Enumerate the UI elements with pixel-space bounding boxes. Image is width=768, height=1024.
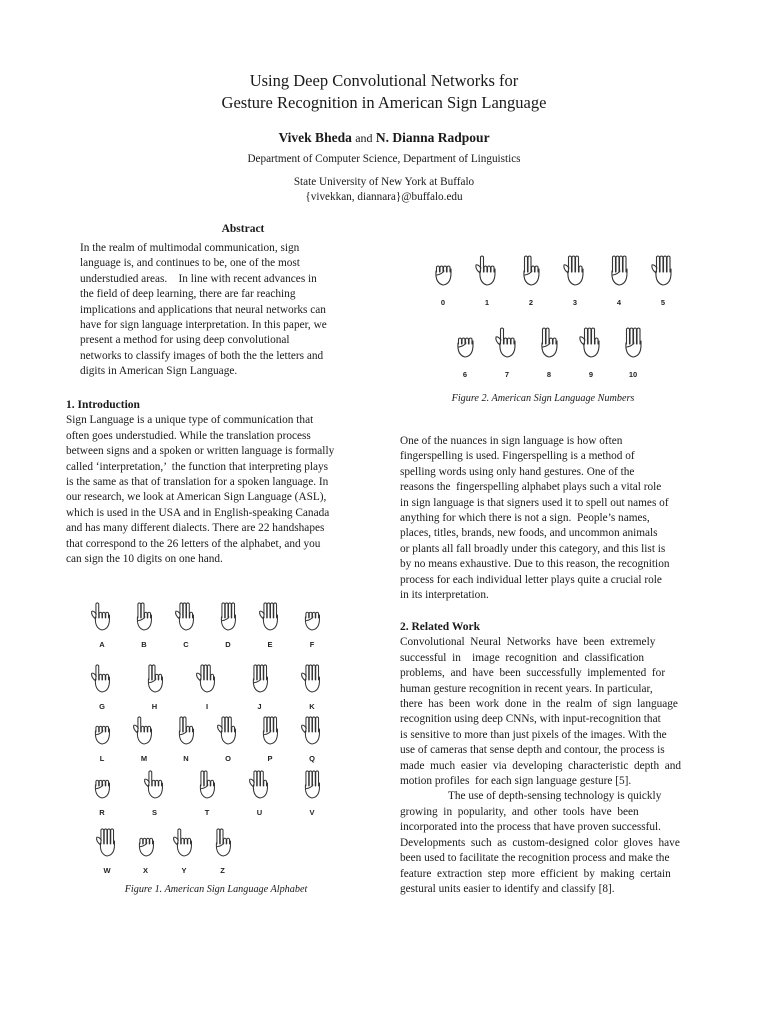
hand-sign-icon: [132, 826, 160, 863]
hand-sign-icon: [130, 600, 158, 637]
hand-sign-icon: [214, 714, 242, 751]
hand-number-icon: [648, 248, 678, 297]
related-work-line: human gesture recognition in recent years. In particular,: [400, 682, 653, 695]
related-work-line: feature extraction step more efficient by making certain: [400, 867, 671, 880]
letter-label: I: [205, 702, 209, 711]
title-line-1: Using Deep Convolutional Networks for: [249, 71, 519, 90]
authors: [0, 130, 768, 146]
hand-sign-icon: [193, 662, 221, 699]
introduction-line: called ‘interpretation,’ the function that interpreting plays: [66, 460, 329, 473]
abstract-line: implications and applications that neural networks can: [80, 303, 326, 316]
letter-label: T: [204, 808, 210, 817]
related-work-line: The use of depth-sensing technology is quickly: [448, 790, 662, 803]
related-work-line: Developments such as custom-designed color gloves have: [400, 836, 680, 849]
letter-label: A: [99, 640, 105, 649]
related-work-line: recognition using deep CNNs, with input-recognition that: [400, 713, 661, 726]
fingerspelling-line: spelling words using only hand gestures. One of the: [400, 465, 635, 478]
hand-sign-icon: [170, 826, 198, 863]
introduction-line: and has many different dialects. There are 22 handshapes: [66, 522, 325, 535]
introduction-line: can sign the 10 digits on one hand.: [66, 553, 223, 566]
digit-label: 2: [528, 298, 534, 307]
letter-label: M: [140, 754, 148, 763]
fingerspelling-line: process for each individual letter plays quite a crucial role: [400, 573, 662, 586]
related-work-line: made much easier via developing characteristic depth and: [400, 759, 682, 772]
fingerspelling-line: by no means exhaustive. Due to this reason, the recognition: [400, 558, 670, 571]
letter-label: F: [309, 640, 315, 649]
digit-label: 10: [628, 370, 638, 379]
digit-label: 3: [572, 298, 578, 307]
digit-label: 5: [660, 298, 666, 307]
hand-number-icon: [428, 248, 458, 297]
hand-sign-icon: [141, 768, 169, 805]
hand-sign-icon: [209, 826, 237, 863]
figure-asl-numbers: [420, 248, 670, 388]
letter-label: R: [99, 808, 105, 817]
figure-asl-alphabet: [88, 600, 328, 880]
hand-number-icon: [560, 248, 590, 297]
hand-sign-icon: [246, 768, 274, 805]
hand-sign-icon: [172, 600, 200, 637]
introduction-line: our research, we look at American Sign Language (ASL),: [66, 491, 327, 504]
introduction-line: that correspond to the 26 letters of the alphabet, and you: [66, 537, 321, 550]
affiliation-department: Department of Computer Science, Department of Linguistics: [247, 153, 521, 165]
hand-number-icon: [576, 320, 606, 369]
letter-label: N: [183, 754, 189, 763]
hand-number-icon: [450, 320, 480, 369]
hand-sign-icon: [193, 768, 221, 805]
letter-label: J: [257, 702, 262, 711]
introduction-line: which is used in the USA and in English-speaking Canada: [66, 506, 330, 519]
related-work-line: gestural units easier to identify and classify [8].: [400, 882, 615, 895]
affiliation-university: State University of New York at Buffalo: [293, 176, 475, 188]
digit-label: 0: [440, 298, 446, 307]
introduction-body: [66, 413, 366, 567]
author-conjunction: and: [355, 131, 373, 145]
abstract-line: the field of deep learning, there are far reaching: [80, 288, 296, 301]
related-work-line: growing in popularity, and other tools have been: [400, 805, 639, 818]
letter-label: U: [256, 808, 263, 817]
introduction-section: [66, 398, 366, 567]
abstract-body: [80, 241, 355, 380]
letter-label: L: [99, 754, 105, 763]
fingerspelling-line: fingerspelling is used. Fingerspelling is a method of: [400, 450, 635, 463]
hand-sign-icon: [93, 826, 121, 863]
fingerspelling-paragraph: [400, 434, 705, 603]
hand-number-icon: [618, 320, 648, 369]
hand-sign-icon: [298, 714, 326, 751]
related-work-line: incorporated into the process that have proven successful.: [400, 821, 661, 834]
hand-sign-icon: [88, 714, 116, 751]
related-work-line: successful in image recognition and classification: [400, 651, 645, 664]
letter-label: Y: [181, 866, 187, 875]
digit-label: 1: [484, 298, 490, 307]
hand-sign-icon: [88, 768, 116, 805]
related-work-body-2: [400, 789, 705, 897]
fingerspelling-line: in sign language is that signers used it to spell out names of: [400, 496, 669, 509]
hand-number-icon: [472, 248, 502, 297]
digit-label: 9: [588, 370, 594, 379]
letter-label: B: [141, 640, 147, 649]
hand-sign-icon: [172, 714, 200, 751]
letter-label: V: [309, 808, 315, 817]
hand-sign-icon: [298, 662, 326, 699]
hand-sign-icon: [298, 600, 326, 637]
paper-title: [0, 70, 768, 114]
hand-sign-icon: [214, 600, 242, 637]
hand-sign-icon: [298, 768, 326, 805]
letter-label: Q: [309, 754, 315, 763]
related-work-body: [400, 635, 705, 789]
author-1: Vivek Bheda: [278, 130, 352, 145]
related-work-heading: 2. Related Work: [400, 621, 480, 633]
abstract-line: have for sign language interpretation. In this paper, we: [80, 319, 327, 332]
related-work-line: problems, and have been successfully implemented for: [400, 667, 666, 680]
letter-label: G: [99, 702, 105, 711]
hand-sign-icon: [88, 600, 116, 637]
abstract-line: language is, and continues to be, one of the most: [80, 257, 300, 270]
hand-sign-icon: [88, 662, 116, 699]
letter-label: K: [309, 702, 315, 711]
letter-label: D: [225, 640, 231, 649]
introduction-line: Sign Language is a unique type of communication that: [66, 414, 314, 427]
related-work-line: been used to facilitate the recognition process and make the: [400, 852, 670, 865]
fingerspelling-line: reasons the fingerspelling alphabet plays such a vital role: [400, 481, 662, 494]
related-work-line: is sensitive to more than just pixels of the images. With the: [400, 728, 667, 741]
related-work-line: motion profiles for each sign language gesture [5].: [400, 775, 632, 788]
abstract-line: networks to classify images of both the the letters and: [80, 349, 324, 362]
hand-number-icon: [516, 248, 546, 297]
title-line-2: Gesture Recognition in American Sign Language: [221, 93, 547, 112]
related-work-line: Convolutional Neural Networks have been extremely: [400, 636, 656, 649]
fingerspelling-line: One of the nuances in sign language is how often: [400, 435, 623, 447]
author-2: N. Dianna Radpour: [375, 130, 490, 145]
hand-sign-icon: [130, 714, 158, 751]
abstract-line: In the realm of multimodal communication, sign: [80, 242, 300, 254]
figure1-caption: Figure 1. American Sign Language Alphabet: [124, 884, 308, 895]
hand-number-icon: [492, 320, 522, 369]
digit-label: 4: [616, 298, 622, 307]
hand-number-icon: [604, 248, 634, 297]
related-work-line: there has been work done in the realm of sign language: [400, 698, 678, 711]
hand-number-icon: [534, 320, 564, 369]
digit-label: 8: [546, 370, 552, 379]
letter-label: W: [103, 866, 111, 875]
abstract-line: present a method for using deep convolutional: [80, 334, 290, 347]
letter-label: H: [151, 702, 158, 711]
hand-sign-icon: [141, 662, 169, 699]
letter-label: S: [151, 808, 157, 817]
introduction-line: often goes understudied. While the translation process: [66, 429, 311, 442]
fingerspelling-line: places, titles, brands, new foods, and uncommon animals: [400, 527, 658, 540]
fingerspelling-line: in its interpretation.: [400, 589, 489, 602]
letter-label: X: [142, 866, 148, 875]
letter-label: E: [267, 640, 273, 649]
introduction-line: is the same as that of translation for a spoken language. In: [66, 476, 329, 489]
abstract-line: understudied areas. In line with recent advances in: [80, 272, 317, 285]
hand-sign-icon: [256, 714, 284, 751]
fingerspelling-line: or plants all fall broadly under this category, and this list is: [400, 542, 666, 555]
digit-label: 7: [504, 370, 510, 379]
hand-sign-icon: [246, 662, 274, 699]
letter-label: C: [183, 640, 189, 649]
introduction-line: between signs and a spoken or written language is formally: [66, 445, 335, 458]
digit-label: 6: [462, 370, 468, 379]
introduction-heading: 1. Introduction: [66, 399, 140, 411]
abstract-line: digits in American Sign Language.: [80, 365, 238, 378]
abstract-heading: Abstract: [221, 223, 265, 235]
figure2-caption: Figure 2. American Sign Language Numbers: [451, 393, 635, 404]
letter-label: P: [267, 754, 273, 763]
related-work-line: use of cameras that sense depth and contour, the process is: [400, 744, 665, 757]
related-work-section: [400, 620, 705, 897]
hand-sign-icon: [256, 600, 284, 637]
letter-label: Z: [220, 866, 225, 875]
letter-label: O: [225, 754, 231, 763]
affiliation-emails: {vivekkan, diannara}@buffalo.edu: [305, 191, 463, 203]
fingerspelling-line: anything for which there is not a sign. People’s names,: [400, 512, 650, 525]
